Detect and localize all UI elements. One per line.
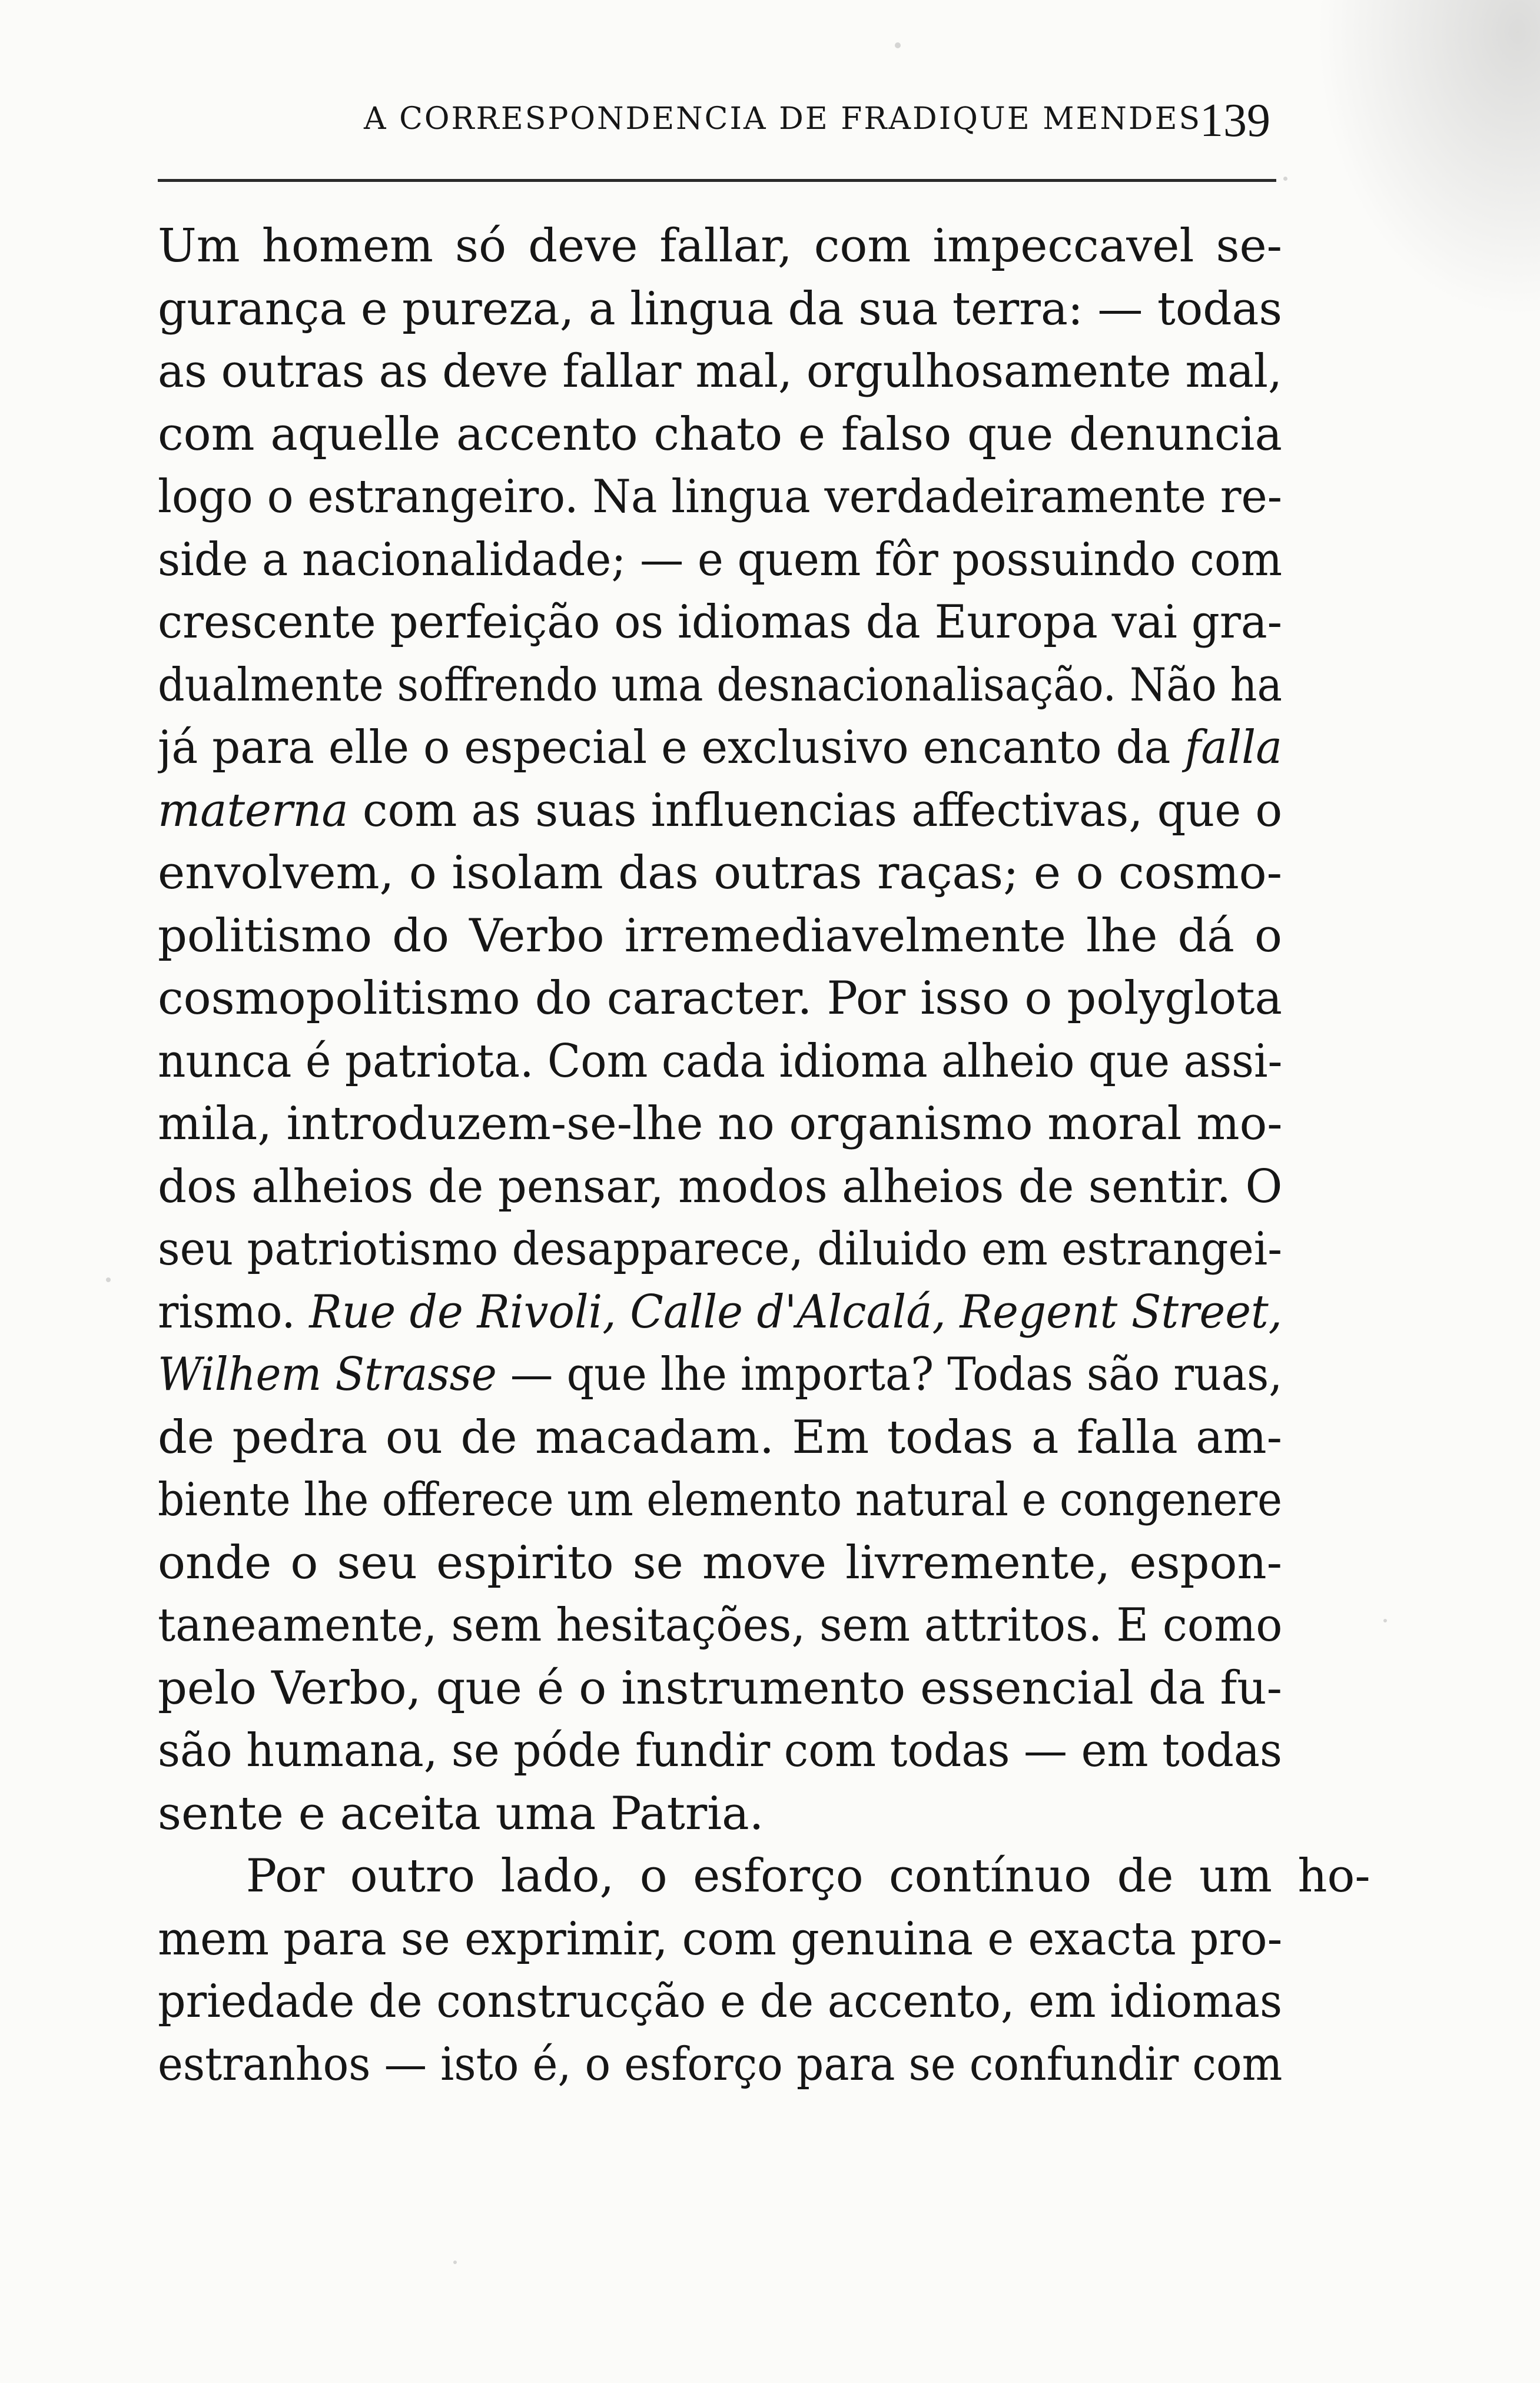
text-segment: são humana, se póde fundir com todas — em todas	[158, 1724, 1282, 1777]
text-line	[158, 1469, 1282, 1532]
text-segment: Um homem só deve fallar, com impeccavel se-	[158, 220, 1282, 273]
text-line	[158, 466, 1282, 529]
text-segment: onde o seu espirito se move livremente, espon-	[158, 1536, 1282, 1589]
text-segment: sente e aceita uma Patria.	[158, 1787, 764, 1840]
text-segment: nunca é patriota. Com cada idioma alheio que assi-	[158, 1034, 1282, 1088]
text-line	[158, 1720, 1282, 1783]
italic-phrase: Wilhem Strasse	[158, 1348, 497, 1401]
italic-phrase: Rue de Rivoli, Calle d'Alcalá, Regent Street,	[309, 1285, 1282, 1339]
text-line	[158, 529, 1282, 592]
page-header	[158, 94, 1276, 153]
paper-speck	[106, 1277, 111, 1282]
text-segment: mem para se exprimir, com genuina e exacta pro-	[158, 1912, 1282, 1966]
text-segment: Por outro lado, o esforço contínuo de um ho-	[245, 1850, 1370, 1903]
text-line	[158, 1845, 1370, 1908]
text-line	[158, 278, 1282, 341]
text-line	[158, 591, 1282, 654]
text-segment: dualmente soffrendo uma desnacionalisação. Não ha	[158, 658, 1282, 712]
text-segment: pelo Verbo, que é o instrumento essencial da fu-	[158, 1661, 1282, 1715]
text-segment: seu patriotismo desapparece, diluido em estrangei-	[158, 1223, 1282, 1276]
text-line	[158, 1532, 1282, 1595]
text-line	[158, 1218, 1282, 1281]
text-line	[158, 779, 1282, 842]
text-line	[158, 1343, 1282, 1406]
text-segment: as outras as deve fallar mal, orgulhosamente mal,	[158, 345, 1282, 398]
text-line	[158, 842, 1282, 905]
text-segment: dos alheios de pensar, modos alheios de sentir. O	[158, 1160, 1282, 1213]
text-line	[158, 340, 1282, 403]
text-segment: logo o estrangeiro. Na lingua verdadeiramente re-	[158, 470, 1282, 523]
header-rule	[158, 179, 1276, 182]
text-line	[158, 403, 1282, 466]
text-line	[158, 1030, 1282, 1093]
text-line	[158, 1093, 1282, 1156]
text-segment: gurança e pureza, a lingua da sua terra: — todas	[158, 282, 1282, 336]
text-line	[158, 905, 1282, 968]
body-text	[158, 215, 1370, 2096]
text-segment: biente lhe offerece um elemento natural e congenere	[158, 1473, 1282, 1526]
paper-speck	[453, 2261, 457, 2264]
italic-phrase: materna	[158, 784, 349, 837]
text-segment: envolvem, o isolam das outras raças; e o cosmo-	[158, 847, 1282, 900]
page-corner-shading	[1316, 0, 1540, 318]
text-segment: taneamente, sem hesitações, sem attritos. E como	[158, 1599, 1282, 1652]
text-segment: rismo.	[158, 1285, 310, 1339]
text-segment: de pedra ou de macadam. Em todas a falla am-	[158, 1410, 1282, 1464]
text-line	[158, 1970, 1282, 2033]
text-line	[158, 1594, 1282, 1657]
text-line	[158, 2033, 1282, 2096]
text-line	[158, 967, 1282, 1030]
text-segment: já para elle o especial e exclusivo encanto da	[158, 721, 1185, 774]
text-segment: com as suas influencias affectivas, que o	[348, 784, 1282, 837]
text-line	[158, 215, 1282, 278]
text-segment: estranhos — isto é, o esforço para se confundir com	[158, 2037, 1282, 2091]
italic-phrase: falla	[1184, 721, 1282, 774]
text-line	[158, 1908, 1282, 1971]
text-segment: crescente perfeição os idiomas da Europa vai gra-	[158, 596, 1282, 649]
text-segment: mila, introduzem-se-lhe no organismo moral mo-	[158, 1097, 1282, 1150]
text-line	[158, 1281, 1282, 1344]
text-segment: priedade de construcção e de accento, em idiomas	[158, 1975, 1282, 2028]
text-segment: politismo do Verbo irremediavelmente lhe dá o	[158, 909, 1282, 963]
running-title: A CORRESPONDENCIA DE FRADIQUE MENDES	[364, 101, 1202, 137]
text-segment: side a nacionalidade; — e quem fôr possuindo com	[158, 533, 1282, 586]
text-line	[158, 1657, 1282, 1720]
text-segment: cosmopolitismo do caracter. Por isso o polyglota	[158, 972, 1282, 1025]
text-line	[158, 716, 1282, 779]
page-number: 139	[1200, 95, 1270, 147]
paper-speck	[1383, 1619, 1387, 1622]
paper-speck	[895, 42, 901, 48]
text-line	[158, 1156, 1282, 1219]
paper-speck	[1283, 177, 1287, 181]
text-segment: com aquelle accento chato e falso que denuncia	[158, 407, 1282, 461]
text-segment: — que lhe importa? Todas são ruas,	[496, 1348, 1282, 1401]
text-line	[158, 1783, 1282, 1846]
text-line	[158, 1406, 1282, 1469]
text-line	[158, 654, 1282, 717]
